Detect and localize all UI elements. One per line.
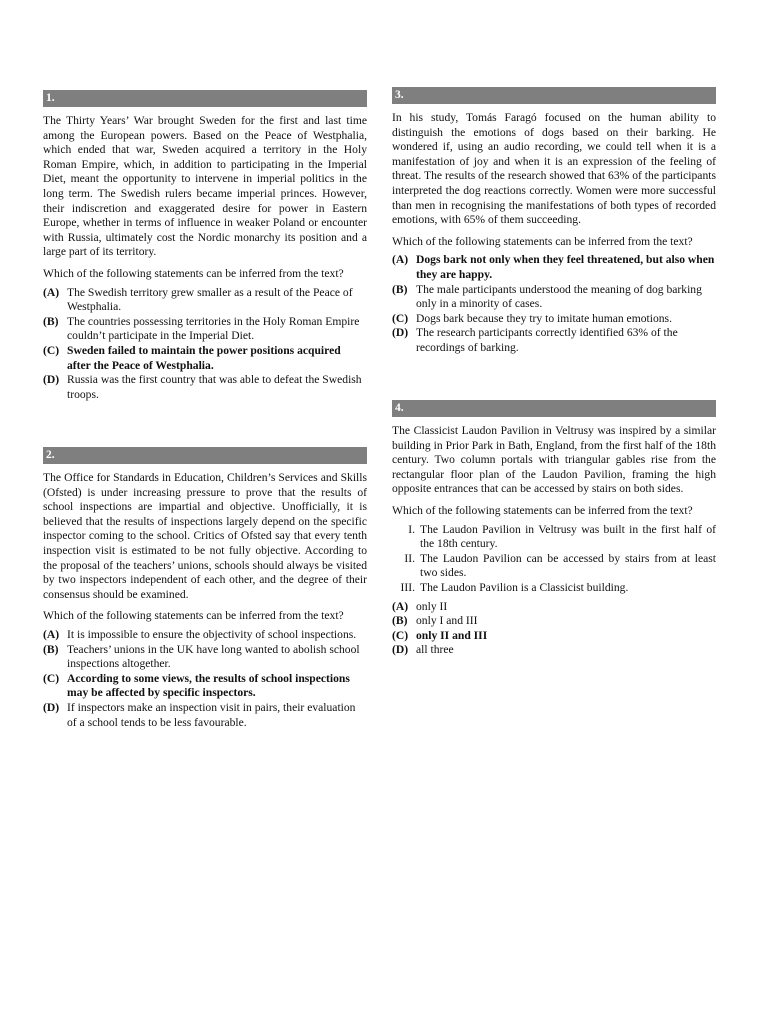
- option-letter: (D): [43, 373, 60, 387]
- statement-text: The Laudon Pavilion can be accessed by stairs from at least two sides.: [420, 551, 716, 580]
- option-letter: (A): [43, 627, 60, 641]
- question-4: [392, 400, 716, 658]
- question-2-options: [43, 628, 367, 730]
- question-1: [43, 90, 367, 402]
- option-letter: (A): [392, 253, 409, 267]
- option-letter: (A): [392, 599, 409, 613]
- option-c[interactable]: [392, 629, 716, 644]
- question-3: [392, 87, 716, 356]
- question-4-options: [392, 600, 716, 658]
- option-b[interactable]: [43, 643, 367, 672]
- option-letter: (B): [43, 314, 59, 328]
- option-d[interactable]: [392, 326, 716, 355]
- question-4-prompt: Which of the following statements can be inferred from the text?: [392, 503, 693, 517]
- option-a[interactable]: [43, 286, 367, 315]
- option-letter: (B): [392, 614, 408, 628]
- option-text: If inspectors make an inspection visit in pairs, their evaluation of a school tends to be less favourable.: [67, 700, 356, 729]
- option-letter: (D): [43, 700, 60, 714]
- option-d[interactable]: [43, 701, 367, 730]
- question-1-prompt: Which of the following statements can be inferred from the text?: [43, 266, 344, 280]
- statement-iii: [392, 581, 716, 596]
- question-2-prompt: Which of the following statements can be inferred from the text?: [43, 609, 344, 623]
- option-text: According to some views, the results of school inspections may be affected by specific inspectors.: [67, 671, 350, 700]
- statement-i: [392, 523, 716, 552]
- question-3-number: 3.: [392, 87, 716, 104]
- statement-number: II.: [404, 551, 415, 565]
- option-d[interactable]: [43, 373, 367, 402]
- option-letter: (D): [392, 643, 409, 657]
- option-c[interactable]: [392, 312, 716, 327]
- option-text: only I and III: [416, 614, 478, 628]
- option-text: Dogs bark because they try to imitate human emotions.: [416, 311, 672, 325]
- option-text: all three: [416, 643, 454, 657]
- option-b[interactable]: [392, 614, 716, 629]
- option-letter: (B): [392, 282, 408, 296]
- option-letter: (C): [43, 671, 60, 685]
- option-text: The male participants understood the meaning of dog barking only in a minority of cases.: [416, 282, 702, 311]
- option-text: The countries possessing territories in the Holy Roman Empire couldn’t participate in the Imperial Diet.: [67, 314, 360, 343]
- option-text: Russia was the first country that was able to defeat the Swedish troops.: [67, 373, 362, 401]
- option-letter: (C): [392, 628, 409, 642]
- option-text: Dogs bark not only when they feel threatened, but also when they are happy.: [416, 253, 715, 281]
- option-text: Sweden failed to maintain the power positions acquired after the Peace of Westphalia.: [67, 343, 341, 372]
- statement-text: The Laudon Pavilion in Veltrusy was built in the first half of the 18th century.: [420, 522, 716, 551]
- option-letter: (A): [43, 285, 60, 299]
- question-3-prompt: Which of the following statements can be inferred from the text?: [392, 234, 693, 248]
- option-a[interactable]: [392, 253, 716, 282]
- question-3-passage: In his study, Tomás Faragó focused on the human ability to distinguish the emotions of dogs based on their barking. He wondered if, using an audio recording, we could tell when it is a manifestation of joy and when it is an expression of the feeling of threat. The results of the research showed that 63% of the participants interpreted the dog reactions correctly. Women were more successful than men in recognising the manifestations of both types of recorded emotions, with 65% of them succeeding.: [392, 111, 716, 227]
- statement-number: I.: [408, 522, 415, 536]
- question-1-options: [43, 286, 367, 403]
- option-text: The Swedish territory grew smaller as a result of the Peace of Westphalia.: [67, 285, 353, 314]
- option-text: Teachers’ unions in the UK have long wanted to abolish school inspections altogether.: [67, 642, 360, 671]
- question-3-options: [392, 253, 716, 355]
- option-text: The research participants correctly identified 63% of the recordings of barking.: [416, 326, 678, 354]
- statement-ii: [392, 552, 716, 581]
- option-b[interactable]: [43, 315, 367, 344]
- question-1-number: 1.: [43, 90, 367, 107]
- option-c[interactable]: [43, 344, 367, 373]
- option-a[interactable]: [43, 628, 367, 643]
- option-d[interactable]: [392, 643, 716, 658]
- statement-number: III.: [400, 580, 415, 594]
- question-2-number: 2.: [43, 447, 367, 464]
- statement-text: The Laudon Pavilion is a Classicist building.: [420, 580, 629, 594]
- option-letter: (C): [43, 343, 60, 357]
- option-text: It is impossible to ensure the objectivity of school inspections.: [67, 627, 357, 641]
- question-2-passage: The Office for Standards in Education, Children’s Services and Skills (Ofsted) is under increasing pressure to prove that the results of school inspections are impartial and objective. Unofficially, it is believed that the results of inspections largely depend on the specific inspector coming to the school. Critics of Ofsted say that every tenth inspection visit is estimated to be not fully objective. According to the proposal of the teachers’ unions, schools should always be visited by two inspectors independent of each other, and the degree of their consensus should be examined.: [43, 471, 367, 601]
- option-text: only II and III: [416, 628, 488, 642]
- option-text: only II: [416, 599, 448, 613]
- question-4-passage: The Classicist Laudon Pavilion in Veltrusy was inspired by a similar building in Prior Park in Bath, England, from the first half of the 18th century. Two column portals with triangular gables rise from the rectangular floor plan of the Laudon Pavilion, framing the high opposite entrances that can be accessed by stairs on both sides.: [392, 424, 716, 496]
- option-a[interactable]: [392, 600, 716, 615]
- option-c[interactable]: [43, 672, 367, 701]
- option-letter: (B): [43, 642, 59, 656]
- option-letter: (D): [392, 326, 409, 340]
- question-4-number: 4.: [392, 400, 716, 417]
- option-b[interactable]: [392, 283, 716, 312]
- question-1-passage: The Thirty Years’ War brought Sweden for the first and last time among the European powers. Based on the Peace of Westphalia, which ended that war, Sweden acquired a territory in the Holy Roman Empire, which, in addition to participating in the Imperial Diet, meant the opportunity to intervene in imperial politics in the long term. The Swedish rulers became imperial princes. However, their indiscretion and exaggerated desire for power in Eastern Europe, whether in terms of influence in weaker Poland or encounter with Russia, ultimately cost the Nordic monarchy its position and a large part of its territory.: [43, 114, 367, 259]
- question-4-statements: [392, 523, 716, 596]
- question-2: [43, 447, 367, 730]
- option-letter: (C): [392, 311, 409, 325]
